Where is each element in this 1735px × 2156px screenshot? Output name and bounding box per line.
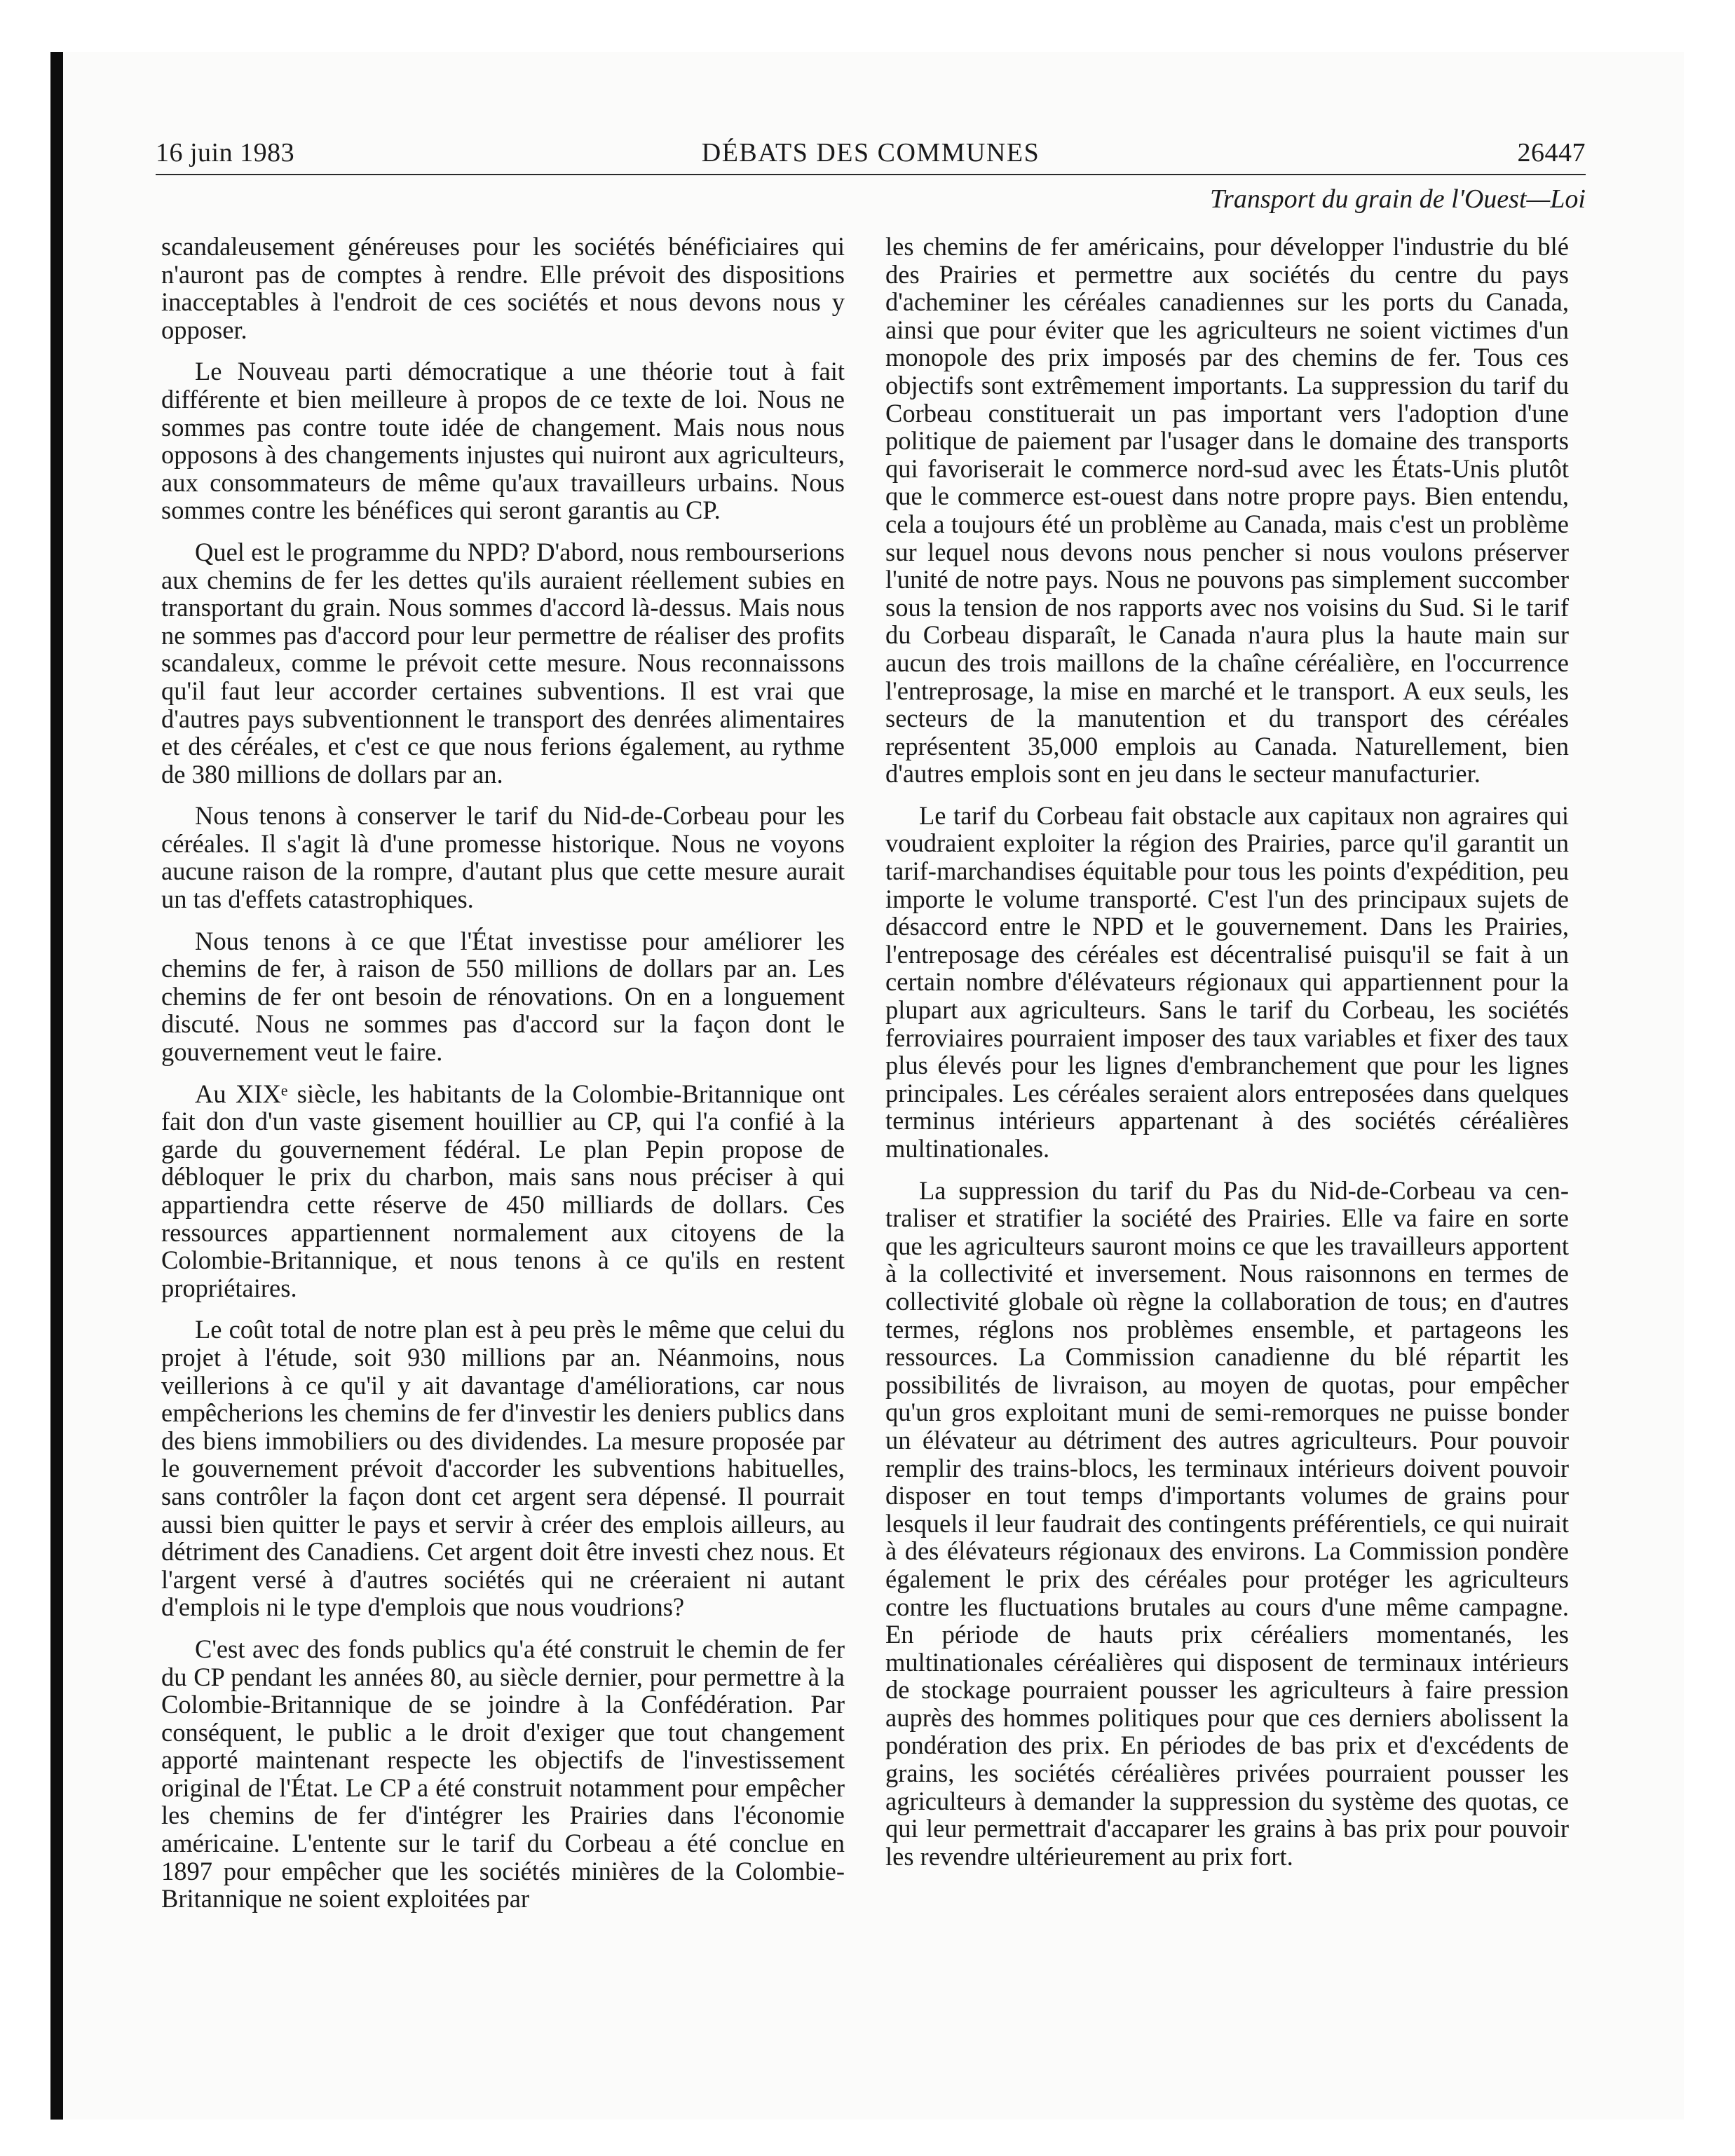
page-number: 26447 [1517, 138, 1586, 168]
header-rule [156, 174, 1586, 175]
running-head: Transport du grain de l'Ouest—Loi [1210, 184, 1586, 214]
paragraph: les chemins de fer américains, pour développer l'industrie du blé des Prairies et permettre aux sociétés du centre du pays d'acheminer les céréales canadiennes sur les ports du Canada, ainsi que pour éviter que les agriculteurs ne soient victimes d'un monopole des prix imposés par des chemins de fer. Tous ces objectifs sont extrêmement importants. La suppression du tarif du Corbeau constituerait un pas important vers l'adoption d'une politique de paiement par l'usager dans le domaine des transports qui favoriserait le commerce nord-sud avec les États-Unis plutôt que le commerce est-ouest dans notre propre pays. Bien entendu, cela a toujours été un problème au Canada, mais c'est un problème sur lequel nous devons nous pencher si nous voulons préserver l'unité de notre pays. Nous ne pouvons pas simplement succomber sous la tension de nos rapports avec nos voisins du Sud. Si le tarif du Corbeau disparaît, le Canada n'aura plus la haute main sur aucun des trois maillons de la chaîne céréalière, en l'occurrence l'entreprosage, la mise en marché et le transport. A eux seuls, les secteurs de la manutention et du transport des céréales représentent 35,000 emplois au Canada. Naturellement, bien d'autres emplois sont en jeu dans le secteur manufacturier. [885, 232, 1569, 789]
right-column [885, 233, 1569, 1884]
paragraph: La suppression du tarif du Pas du Nid-de-Corbeau va centraliser et stratifier la société des Prairies. Elle va faire en sorte que les agriculteurs sauront moins ce que les travailleurs apportent à la collectivité et inversement. Nous raisonnons en termes de collectivité globale où règne la collaboration de tous; en d'autres termes, réglons nos problèmes ensemble, et partageons les ressources. La Commission canadienne du blé répartit les possibilités de livraison, au moyen de quotas, pour empêcher qu'un gros exploitant muni de semi-remorques ne puisse bonder un élévateur au détriment des autres agriculteurs. Pour pouvoir remplir des trains-blocs, les terminaux intérieurs doivent pouvoir disposer en tout temps d'importants volumes de grains pour lesquels il leur faudrait des contingents préférentiels, ce qui nuirait à des élévateurs régionaux des environs. La Commission pondère également le prix des céréales pour protéger les agriculteurs contre les fluctuations brutales au cours d'une même campagne. En période de hauts prix céréaliers momentanés, les multinationales céréalières qui disposent de terminaux intérieurs de stockage pourraient pousser les agriculteurs à faire pression auprès des hommes politiques pour que ces derniers abolissent la pondération des prix. En périodes de bas prix et d'excédents de grains, les sociétés céréalières privées pourraient pousser les agriculteurs à demander la suppression du système des quotas, ce qui leur permettrait d'accaparer les grains à bas prix pour pouvoir les revendre ultérieurement au prix fort. [885, 1175, 1569, 1871]
paragraph: Au XIXᵉ siècle, les habitants de la Colombie-Britannique ont fait don d'un vaste gisement houillier au CP, qui l'a confié à la garde du gouvernement fédéral. Le plan Pepin propose de débloquer le prix du charbon, mais sans nous préciser à qui appartiendra cette réserve de 450 milliards de dollars. Ces ressources appartiennent normalement aux citoyens de la Colombie-Britannique, et nous tenons à ce qu'ils en restent propriétaires. [161, 1079, 845, 1302]
paragraph: Le Nouveau parti démocratique a une théorie tout à fait différente et bien meilleure à propos de ce texte de loi. Nous ne sommes pas contre toute idée de changement. Mais nous nous opposons à des changements injustes qui nuiront aux agriculteurs, aux consommateurs de même qu'aux travailleurs urbains. Nous sommes contre les bénéfices qui seront garantis au CP. [161, 357, 845, 525]
header-title: DÉBATS DES COMMUNES [701, 138, 1040, 168]
paragraph: Quel est le programme du NPD? D'abord, nous rembourserions aux chemins de fer les dettes qu'ils auraient réellement subies en transportant du grain. Nous sommes d'accord là-dessus. Mais nous ne sommes pas d'accord pour leur permettre de réaliser des profits scandaleux, comme le prévoit cette mesure. Nous reconnaissons qu'il faut leur accorder certaines subventions. Il est vrai que d'autres pays subventionnent le transport des denrées alimentaires et des céréales, et c'est ce que nous ferions également, au rythme de 380 millions de dollars par an. [161, 537, 845, 789]
paragraph: Le tarif du Corbeau fait obstacle aux capitaux non agraires qui voudraient exploiter la région des Prairies, parce qu'il garantit un tarif-marchandises équitable pour tous les points d'expédition, peu importe le volume transporté. C'est l'un des principaux sujets de désaccord entre le NPD et le gouvernement. Dans les Prairies, l'entreposage des céréales est décentralisé puisqu'il se fait à un certain nombre d'élévateurs régionaux qui appartiennent pour la plupart aux agriculteurs. Sans le tarif du Corbeau, les sociétés ferroviaires pourraient imposer des taux variables et fixer des taux plus élevés pour les lignes d'embranchement que pour les lignes principales. Les céréales seraient alors entreposées dans quelques terminus intérieurs appartenant à des sociétés céréalières multinationales. [885, 800, 1569, 1163]
header-date: 16 juin 1983 [156, 138, 295, 168]
paragraph: C'est avec des fonds publics qu'a été construit le chemin de fer du CP pendant les années 80, au siècle dernier, pour permettre à la Colombie-Britannique de se joindre à la Confédération. Par conséquent, le public a le droit d'exiger que tout changement apporté maintenant respecte les objectifs de l'investissement original de l'État. Le CP a été construit notamment pour empêcher les chemins de fer d'intégrer les Prairies dans l'économie américaine. L'entente sur le tarif du Corbeau a été conclue en 1897 pour empêcher que les sociétés minières de la Colombie-Britannique ne soient exploitées par [161, 1634, 845, 1913]
paragraph: scandaleusement généreuses pour les sociétés bénéficiaires qui n'auront pas de comptes à rendre. Elle prévoit des dispositions inacceptables à l'endroit de ces sociétés et nous devons nous y opposer. [161, 232, 845, 344]
paragraph: Nous tenons à conserver le tarif du Nid-de-Corbeau pour les céréales. Il s'agit là d'une promesse historique. Nous ne voyons aucune raison de la rompre, d'autant plus que cette mesure aurait un tas d'effets catastrophiques. [161, 801, 845, 914]
left-column [161, 233, 845, 1927]
paragraph: Nous tenons à ce que l'État investisse pour améliorer les chemins de fer, à raison de 550 millions de dollars par an. Les chemins de fer ont besoin de rénovations. On en a longuement discuté. Nous ne sommes pas d'accord sur la façon dont le gouvernement veut le faire. [161, 926, 845, 1067]
paragraph: Le coût total de notre plan est à peu près le même que celui du projet à l'étude, soit 930 millions par an. Néanmoins, nous veillerions à ce qu'il y ait davantage d'améliorations, car nous empêcherions les chemins de fer d'investir les deniers publics dans des biens immobiliers ou des dividendes. La mesure proposée par le gouvernement prévoit d'accorder les subventions habituelles, sans contrôler la façon dont cet argent sera dépensé. Il pourrait aussi bien quitter le pays et servir à créer des emplois ailleurs, au détriment des Canadiens. Cet argent doit être investi chez nous. Et l'argent versé à d'autres sociétés qui ne créeraient ni autant d'emplois ni le type d'emplois que nous voudrions? [161, 1315, 845, 1622]
page-header [156, 137, 1586, 172]
binding-shadow [50, 52, 63, 2120]
